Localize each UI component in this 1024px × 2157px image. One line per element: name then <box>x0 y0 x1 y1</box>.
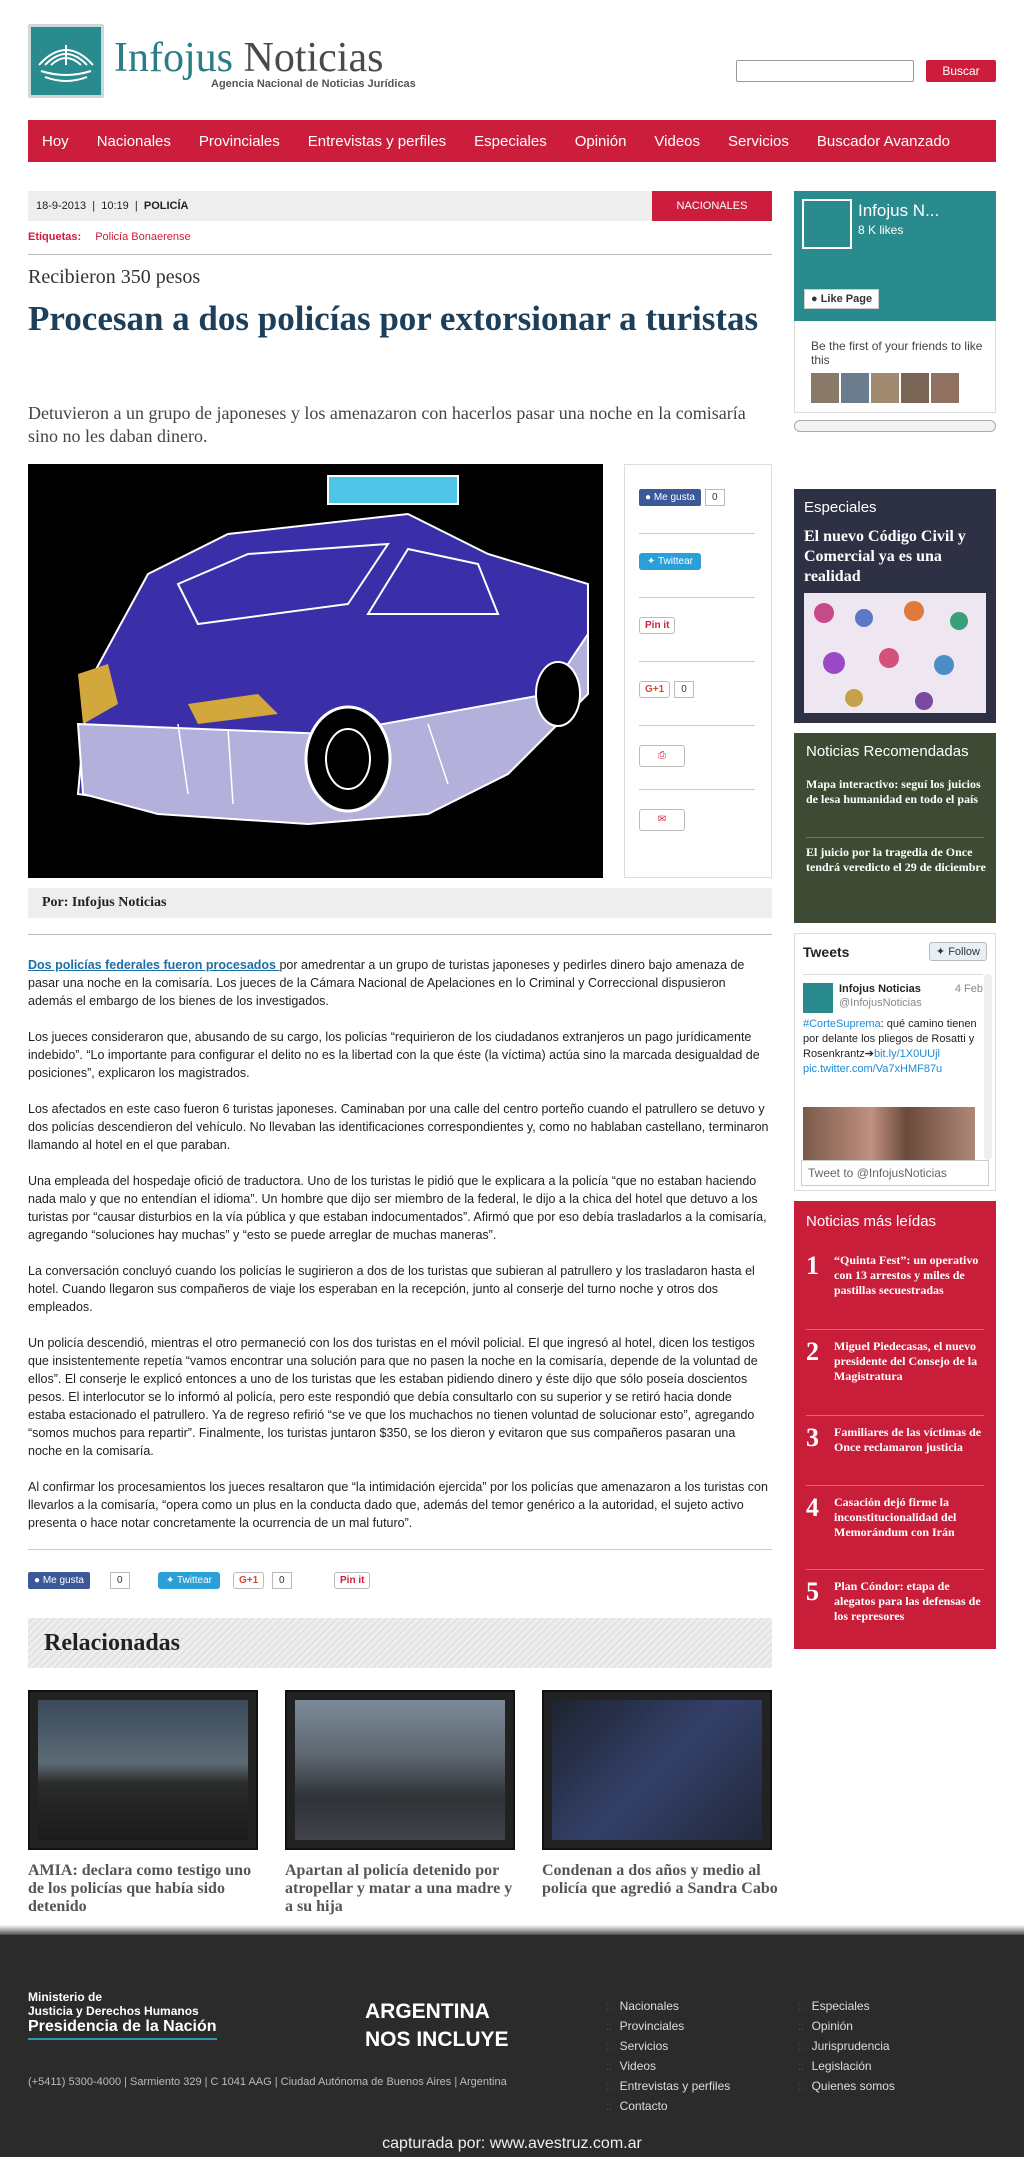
footer-link[interactable]: :: Opinión <box>798 2019 853 2033</box>
capture-caption: capturada por: www.avestruz.com.ar <box>382 2135 642 2152</box>
tags-label: Etiquetas: <box>28 231 82 243</box>
especiales-image[interactable] <box>804 593 986 713</box>
footer-link[interactable]: :: Provinciales <box>606 2019 685 2033</box>
vertical-scrollbar[interactable] <box>984 974 992 1160</box>
logo-icon <box>802 199 852 249</box>
recommended-item[interactable]: Mapa interactivo: seguí los juicios de lesa humanidad en todo el país <box>806 777 981 806</box>
tweet-image[interactable] <box>803 1107 975 1161</box>
share-row <box>28 1572 772 1596</box>
argentina-logo: ARGENTINA NOS INCLUYE <box>365 2000 509 2051</box>
related-header <box>28 1618 772 1668</box>
body-paragraph: Al confirmar los procesamientos los jueces resaltaron que “la intimidación ejercida” por los policías que amenazaron a los turistas con llevarlos a la comisaría, “opera como un plus en la conducta dado que, además del temor genérico a la autoridad, el sujeto activo presenta o hace notar concretamente la ocurrencia de un mal futuro”. <box>28 1480 768 1530</box>
tweet <box>803 974 983 1160</box>
divider <box>28 934 772 935</box>
divider <box>806 1329 984 1330</box>
related-title[interactable]: Apartan al policía detenido por atropellar y matar a una madre y a su hija <box>285 1862 513 1915</box>
tweet-handle[interactable]: @InfojusNoticias <box>839 997 922 1009</box>
divider <box>806 1569 984 1570</box>
tweets-heading: Tweets <box>803 944 850 960</box>
tweet-hashtag[interactable]: #CorteSuprema <box>803 1018 881 1030</box>
facebook-like-button[interactable]: ● Me gusta <box>639 489 701 506</box>
logo-icon[interactable] <box>28 24 104 98</box>
article-byline: Por: Infojus Noticias <box>28 888 772 918</box>
tweet-link[interactable]: pic.twitter.com/Va7xHMF87u <box>803 1063 943 1075</box>
body-paragraph: Los jueces consideraron que, abusando de su cargo, los policías “requirieron de los ciudadanos extranjeros un pago jurídicamente indebido”. “Lo importante para configurar el delito no es la libertad con la que éste (la víctima) actúa sino la marcada desigualdad de posiciones”, explicaron los magistrados. <box>28 1030 760 1080</box>
rank-number: 2 <box>806 1337 819 1366</box>
tweet-user[interactable]: Infojus Noticias <box>839 983 921 995</box>
nav-item-entrevistas[interactable]: Entrevistas y perfiles <box>307 132 447 150</box>
recommended-heading: Noticias Recomendadas <box>806 743 969 760</box>
main-nav <box>28 120 996 162</box>
footer-link[interactable]: :: Videos <box>606 2059 657 2073</box>
divider <box>28 254 772 255</box>
footer-link[interactable]: :: Servicios <box>606 2039 669 2053</box>
nav-item-provinciales[interactable]: Provinciales <box>198 132 280 150</box>
related-image[interactable] <box>542 1690 772 1850</box>
tweets-widget <box>794 933 996 1191</box>
most-read-item[interactable]: “Quinta Fest”: un operativo con 13 arrestos y miles de pastillas secuestradas <box>834 1253 979 1297</box>
footer-link[interactable]: :: Legislación <box>798 2059 872 2073</box>
related-image[interactable] <box>28 1690 258 1850</box>
twitter-follow-button[interactable]: ✦ Follow <box>929 942 987 961</box>
horizontal-scrollbar[interactable] <box>794 420 996 432</box>
facebook-friends <box>794 321 996 413</box>
article-body <box>28 956 772 1550</box>
share-column <box>624 464 772 878</box>
avatar[interactable] <box>901 373 929 403</box>
footer-link[interactable]: :: Jurisprudencia <box>798 2039 890 2053</box>
nav-item-nacionales[interactable]: Nacionales <box>96 132 171 150</box>
especiales-title[interactable]: El nuevo Código Civil y Comercial ya es una realidad <box>804 528 966 585</box>
divider <box>806 1415 984 1416</box>
tags-row <box>28 231 191 243</box>
facebook-page-name[interactable]: Infojus N... <box>858 201 940 220</box>
divider <box>806 1485 984 1486</box>
recommended-box <box>794 733 996 923</box>
tweet-link[interactable]: bit.ly/1X0UUjl <box>873 1048 940 1060</box>
footer-link[interactable]: :: Quienes somos <box>798 2079 895 2093</box>
divider <box>639 661 755 662</box>
especiales-box[interactable] <box>794 489 996 723</box>
nav-item-servicios[interactable]: Servicios <box>728 132 789 150</box>
body-paragraph: Un policía descendió, mientras el otro permaneció con los dos turistas en el móvil policial. El que ingresó al hotel, dicen los testigos que insistentemente repetía “vamos encontrar una solución para que no pasen la noche en la comisaría, depende de la voluntad de ellos”. El conserje le explicó entonces a uno de los turistas que les estaban pidiendo dinero y éste dijo que sólo poseía doscientos pesos. El interlocutor se lo informó al policía, pero este respondió que debía consultarlo con su superior y se retiró hacia donde estaba estacionado el patrullero. Ya de regreso refirió “se ve que los muchachos no tienen voluntad de solucionar esto”, agregando “somos muchos para repartir”. Finalmente, los turistas juntaron $350, se los dieron y evitaron que sus compañeros pasaran una noche en la comisaría. <box>28 1336 758 1458</box>
tweet-date[interactable]: 4 Feb <box>954 983 983 995</box>
google-plus-button[interactable]: G+1 <box>233 1572 264 1589</box>
article-time: 10:19 <box>101 200 129 212</box>
body-paragraph: Los afectados en este caso fueron 6 turistas japoneses. Caminaban por una calle del centro porteño cuando el patrullero se detuvo y dos policías descendieron del vehículo. No llevaban las identificaciones correspondientes y, como no hablaban castellano, terminaron llamando al hotel en el que paraban. <box>28 1102 769 1152</box>
presidencia-logo[interactable]: Presidencia de la Nación <box>28 2018 217 2040</box>
recommended-item[interactable]: El juicio por la tragedia de Once tendrá veredicto el 29 de diciembre <box>806 845 986 874</box>
rank-number: 4 <box>806 1493 819 1522</box>
nav-item-buscador[interactable]: Buscador Avanzado <box>816 132 951 150</box>
ministry-name: Ministerio de Justicia y Derechos Humanos <box>28 1990 199 2018</box>
article-category[interactable]: POLICÍA <box>143 200 189 212</box>
rank-number: 3 <box>806 1423 819 1452</box>
related-image[interactable] <box>285 1690 515 1850</box>
divider <box>639 533 755 534</box>
tag-link[interactable]: Policía Bonaerense <box>95 231 191 243</box>
email-icon[interactable]: ✉ <box>639 809 685 831</box>
avatar[interactable] <box>931 373 959 403</box>
google-plus-button[interactable]: G+1 <box>639 681 670 698</box>
avatar[interactable] <box>803 983 833 1013</box>
google-plus-count: 0 <box>674 681 694 698</box>
logo-title[interactable]: Infojus Noticias <box>114 35 384 81</box>
article-headline: Procesan a dos policías por extorsionar a turistas <box>28 299 759 338</box>
related-title[interactable]: AMIA: declara como testigo uno de los policías que había sido detenido <box>28 1862 252 1915</box>
rank-number: 1 <box>806 1251 819 1280</box>
article-lede: Detuvieron a un grupo de japoneses y los amenazaron con hacerlos pasar una noche en la comisaría sino no les daban dinero. <box>28 403 746 446</box>
most-read-heading: Noticias más leídas <box>806 1213 937 1230</box>
article-date: 18-9-2013 <box>36 200 87 212</box>
footer-address: (+5411) 5300-4000 | Sarmiento 329 | C 1041 AAG | Ciudad Autónoma de Buenos Aires | Argentina <box>28 2076 507 2088</box>
nav-item-videos[interactable]: Videos <box>654 132 701 150</box>
facebook-like-count: 0 <box>110 1572 130 1589</box>
body-paragraph: Dos policías federales fueron procesados por amedrentar a un grupo de turistas japoneses y pedirles dinero bajo amenaza de pasar una noche en la comisaría. Los jueces de la Cámara Nacional de Apelaciones en lo Criminal y Correccional dispusieron además el embargo de los bienes de los investigados. <box>28 958 745 1008</box>
avatar[interactable] <box>841 373 869 403</box>
avatar[interactable] <box>871 373 899 403</box>
related-title[interactable]: Condenan a dos años y medio al policía que agredió a Sandra Cabo <box>542 1862 778 1897</box>
most-read-item[interactable]: Plan Cóndor: etapa de alegatos para las defensas de los represores <box>834 1579 981 1623</box>
most-read-item[interactable]: Casación dejó firme la inconstitucionalidad del Memorándum con Irán <box>834 1495 957 1539</box>
nav-item-hoy[interactable]: Hoy <box>42 132 69 150</box>
search-input[interactable] <box>736 60 914 82</box>
body-paragraph: Una empleada del hospedaje ofició de traductora. Uno de los turistas le pidió que le explicara a la policía “que no estaban haciendo nada malo y que no entendían el idioma”. Un hombre que dijo ser miembro de la federal, le dijo a la chica del hotel que detuvo a los turistas por “causar disturbios en la vía pública y que estaban indocumentados”. Afirmó que por eso debía trasladarlos a la comisaría, agregando “soluciones hay muchas” y “esto se puede arreglar de muchas maneras”. <box>28 1174 767 1242</box>
divider <box>639 597 755 598</box>
facebook-likes-count: 8 K likes <box>858 223 904 237</box>
twitter-button[interactable]: ✦ Twittear <box>158 1572 220 1589</box>
avatar[interactable] <box>811 373 839 403</box>
facebook-like-count: 0 <box>705 489 725 506</box>
most-read-item[interactable]: Familiares de las víctimas de Once reclamaron justicia <box>834 1425 982 1454</box>
logo-subtitle: Agencia Nacional de Noticias Jurídicas <box>211 78 416 90</box>
footer-link[interactable]: :: Nacionales <box>606 1999 679 2013</box>
print-icon[interactable]: ⎙ <box>639 745 685 767</box>
divider <box>28 1549 772 1550</box>
pinterest-button[interactable]: Pin it <box>639 617 675 634</box>
nav-item-opinion[interactable]: Opinión <box>574 132 627 150</box>
body-link[interactable]: Dos policías federales fueron procesados <box>28 958 280 972</box>
article-kicker: Recibieron 350 pesos <box>28 266 201 288</box>
divider <box>639 725 755 726</box>
article-meta-bar: 18-9-2013 | 10:19 | POLICÍA NACIONALES <box>28 191 772 221</box>
related-heading: Relacionadas <box>44 1630 181 1656</box>
divider <box>639 789 755 790</box>
facebook-friends-text: Be the first of your friends to like this <box>811 339 983 367</box>
hero-image <box>28 464 603 878</box>
footer-link[interactable]: :: Especiales <box>798 1999 870 2013</box>
tweet-text: #CorteSuprema: qué camino tienen por delante los pliegos de Rosatti y Rosenkrantz➔bit.ly/1X0UUjl pic.twitter.com/Va7xHMF87u <box>803 1018 977 1075</box>
search-button[interactable]: Buscar <box>926 60 996 82</box>
footer-link[interactable]: :: Contacto <box>606 2099 668 2113</box>
facebook-like-page-button[interactable]: ● Like Page <box>804 289 879 309</box>
tweet-compose-input[interactable]: Tweet to @InfojusNoticias <box>801 1160 989 1186</box>
site-header <box>28 24 998 102</box>
twitter-button[interactable]: ✦ Twittear <box>639 553 701 570</box>
divider <box>806 837 984 838</box>
rank-number: 5 <box>806 1577 819 1606</box>
nav-item-especiales[interactable]: Especiales <box>474 132 547 150</box>
most-read-box <box>794 1201 996 1649</box>
facebook-like-button[interactable]: ● Me gusta <box>28 1572 90 1589</box>
facebook-page-box[interactable] <box>794 191 996 321</box>
footer-link[interactable]: :: Entrevistas y perfiles <box>606 2079 731 2093</box>
pinterest-button[interactable]: Pin it <box>334 1572 370 1589</box>
section-badge[interactable]: NACIONALES <box>652 191 772 221</box>
body-paragraph: La conversación concluyó cuando los policías le sugirieron a dos de los turistas que subieran al patrullero y los trasladaron hasta el hotel. Cuando llegaron sus compañeros de viaje los esperaban en la recepción, junto al conserje del turno noche y otros dos empleados. <box>28 1264 755 1314</box>
google-plus-count: 0 <box>272 1572 292 1589</box>
most-read-item[interactable]: Miguel Piedecasas, el nuevo presidente del Consejo de la Magistratura <box>834 1339 978 1383</box>
especiales-heading: Especiales <box>804 499 877 516</box>
